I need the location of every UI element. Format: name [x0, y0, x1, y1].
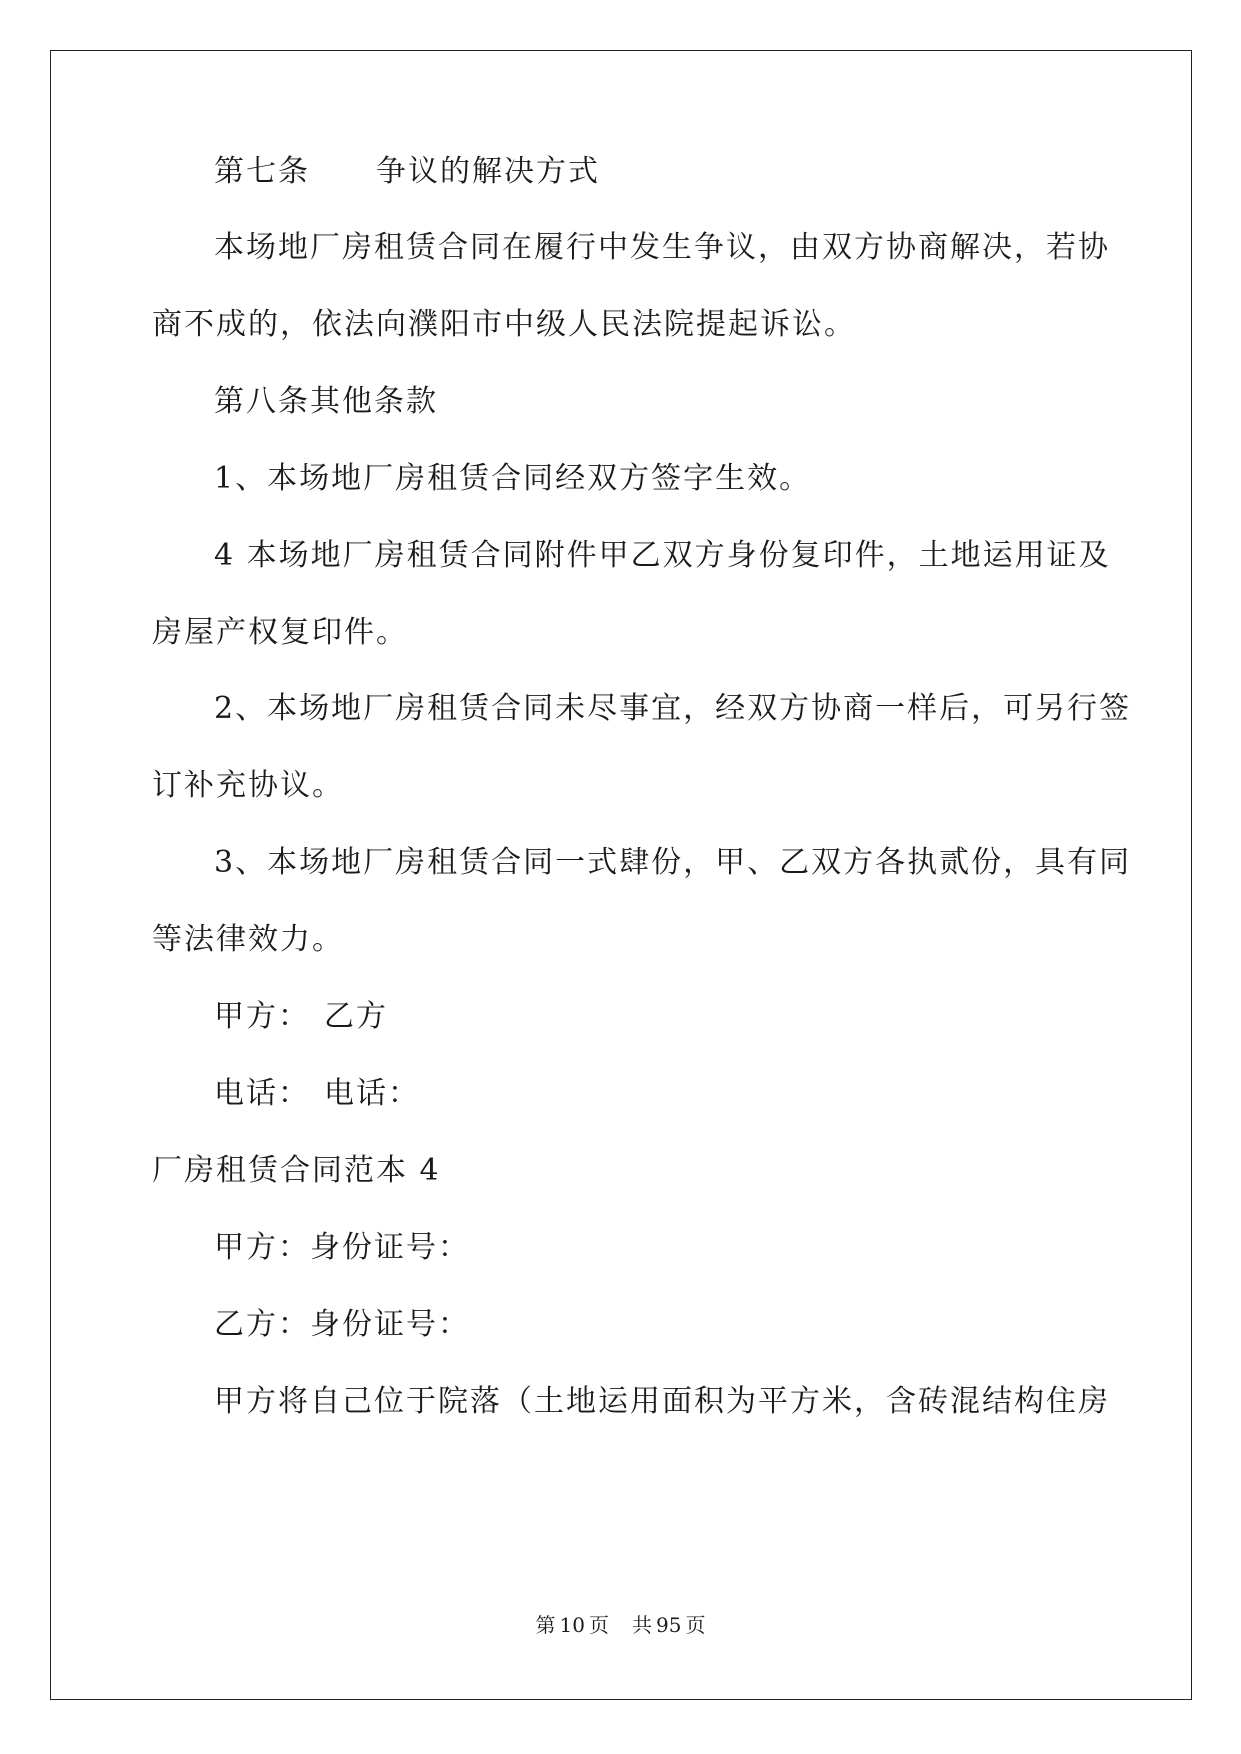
party-a-label: 甲方：	[214, 999, 310, 1034]
footer-total-prefix: 共	[632, 1613, 653, 1637]
item-1: 1、本场地厂房租赁合同经双方签字生效。	[214, 461, 812, 496]
footer-page-prefix: 第	[535, 1613, 556, 1637]
item-2-line2: 订补充协议。	[152, 768, 344, 803]
footer-page-mid: 页	[588, 1613, 609, 1637]
article7-heading	[214, 152, 600, 192]
article7-number: 第七条	[214, 154, 310, 189]
article8-heading: 第八条其他条款	[214, 384, 438, 419]
item-3-line1: 3、本场地厂房租赁合同一式肆份，甲、乙双方各执贰份，具有同	[214, 845, 1132, 880]
party-b-label: 乙方	[324, 999, 388, 1034]
id-a-line: 甲方：身份证号：	[214, 1230, 470, 1265]
page-footer	[0, 1612, 1241, 1638]
footer-total-pages: 95	[656, 1613, 682, 1637]
item-4-line2: 房屋产权复印件。	[152, 615, 408, 650]
last-para-line1: 甲方将自己位于院落（土地运用面积为平方米，含砖混结构住房	[214, 1384, 1110, 1419]
item-3-line2: 等法律效力。	[152, 922, 344, 957]
phone-a-label: 电话：	[214, 1076, 310, 1111]
article7-para-line1: 本场地厂房租赁合同在履行中发生争议，由双方协商解决，若协	[214, 230, 1110, 265]
article7-para-line2: 商不成的，依法向濮阳市中级人民法院提起诉讼。	[152, 307, 856, 342]
phone-line	[214, 1074, 420, 1114]
footer-current-page: 10	[559, 1613, 585, 1637]
item-4-line1: 4 本场地厂房租赁合同附件甲乙双方身份复印件，土地运用证及	[214, 538, 1111, 573]
section-title: 厂房租赁合同范本 4	[152, 1153, 441, 1188]
phone-b-label: 电话：	[324, 1076, 420, 1111]
party-signature-line	[214, 997, 388, 1037]
article7-title: 争议的解决方式	[376, 154, 600, 189]
item-2-line1: 2、本场地厂房租赁合同未尽事宜，经双方协商一样后，可另行签	[214, 691, 1132, 726]
id-b-line: 乙方：身份证号：	[214, 1307, 470, 1342]
footer-page-suffix: 页	[685, 1613, 706, 1637]
